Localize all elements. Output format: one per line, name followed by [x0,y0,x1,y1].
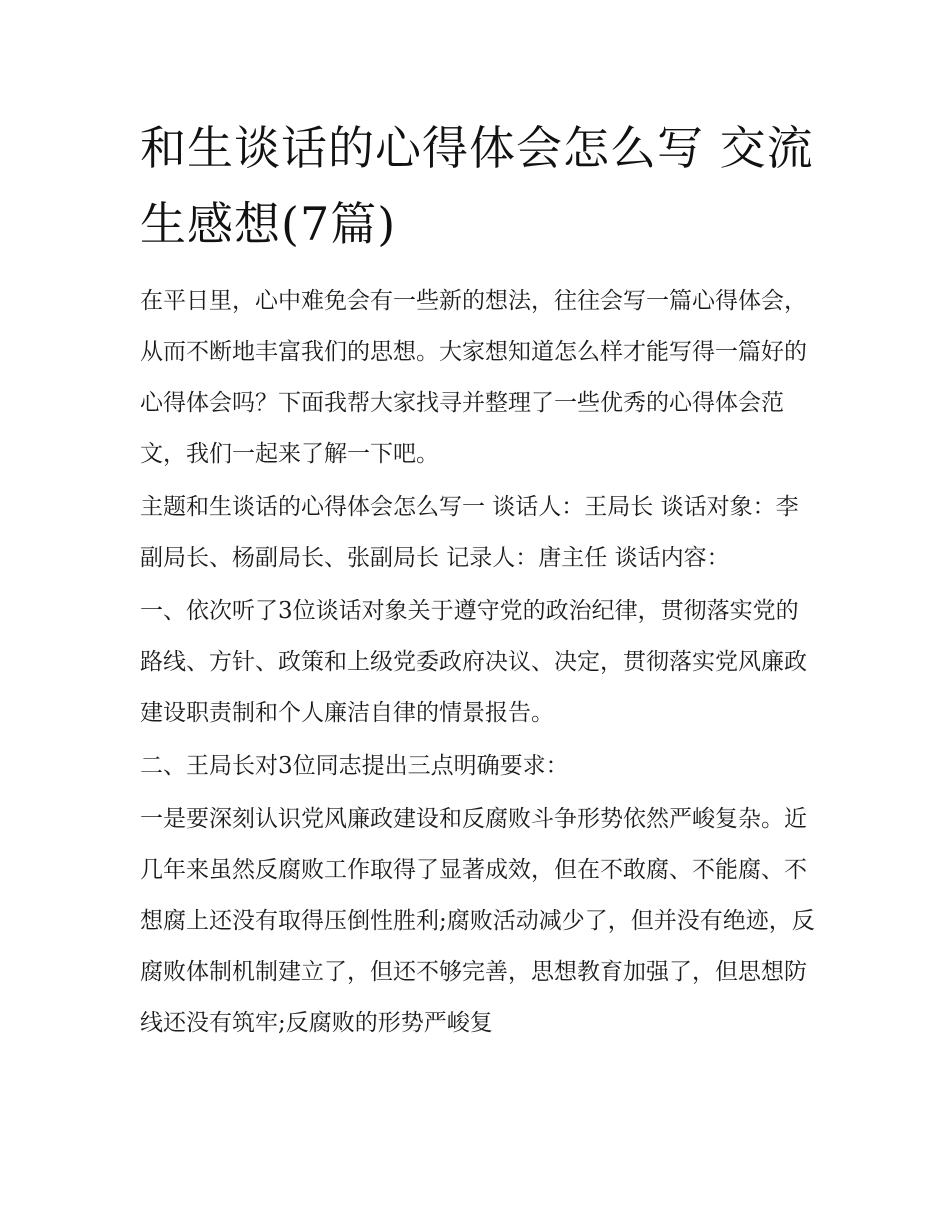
document-body [140,276,820,1051]
section-one-paragraph: 一、依次听了3位谈话对象关于遵守党的政治纪律，贯彻落实党的路线、方针、政策和上级党委政府决议、决定，贯彻落实党风廉政建设职责制和个人廉洁自律的情景报告。 [140,598,807,726]
intro-paragraph: 在平日里，心中难免会有一些新的想法，往往会写一篇心得体会，从而不断地丰富我们的思想。大家想知道怎么样才能写得一篇好的心得体会吗？下面我帮大家找寻并整理了一些优秀的心得体会范文，我们一起来了解一下吧。 [140,288,807,467]
requirement-one-paragraph: 一是要深刻认识党风廉政建设和反腐败斗争形势依然严峻复杂。近几年来虽然反腐败工作取得了显著成效，但在不敢腐、不能腐、不想腐上还没有取得压倒性胜利;腐败活动减少了，但并没有绝迹，反腐败体制机制建立了，但还不够完善，思想教育加强了，但思想防线还没有筑牢;反腐败的形势严峻复 [140,806,815,1036]
section-two-paragraph: 二、王局长对3位同志提出三点明确要求： [140,753,569,779]
topic-paragraph: 主题和生谈话的心得体会怎么写一 谈话人：王局长 谈话对象：李副局长、杨副局长、张副局长 记录人：唐主任 谈话内容： [140,494,799,571]
document-title: 和生谈话的心得体会怎么写 交流生感想(7篇) [140,121,814,251]
